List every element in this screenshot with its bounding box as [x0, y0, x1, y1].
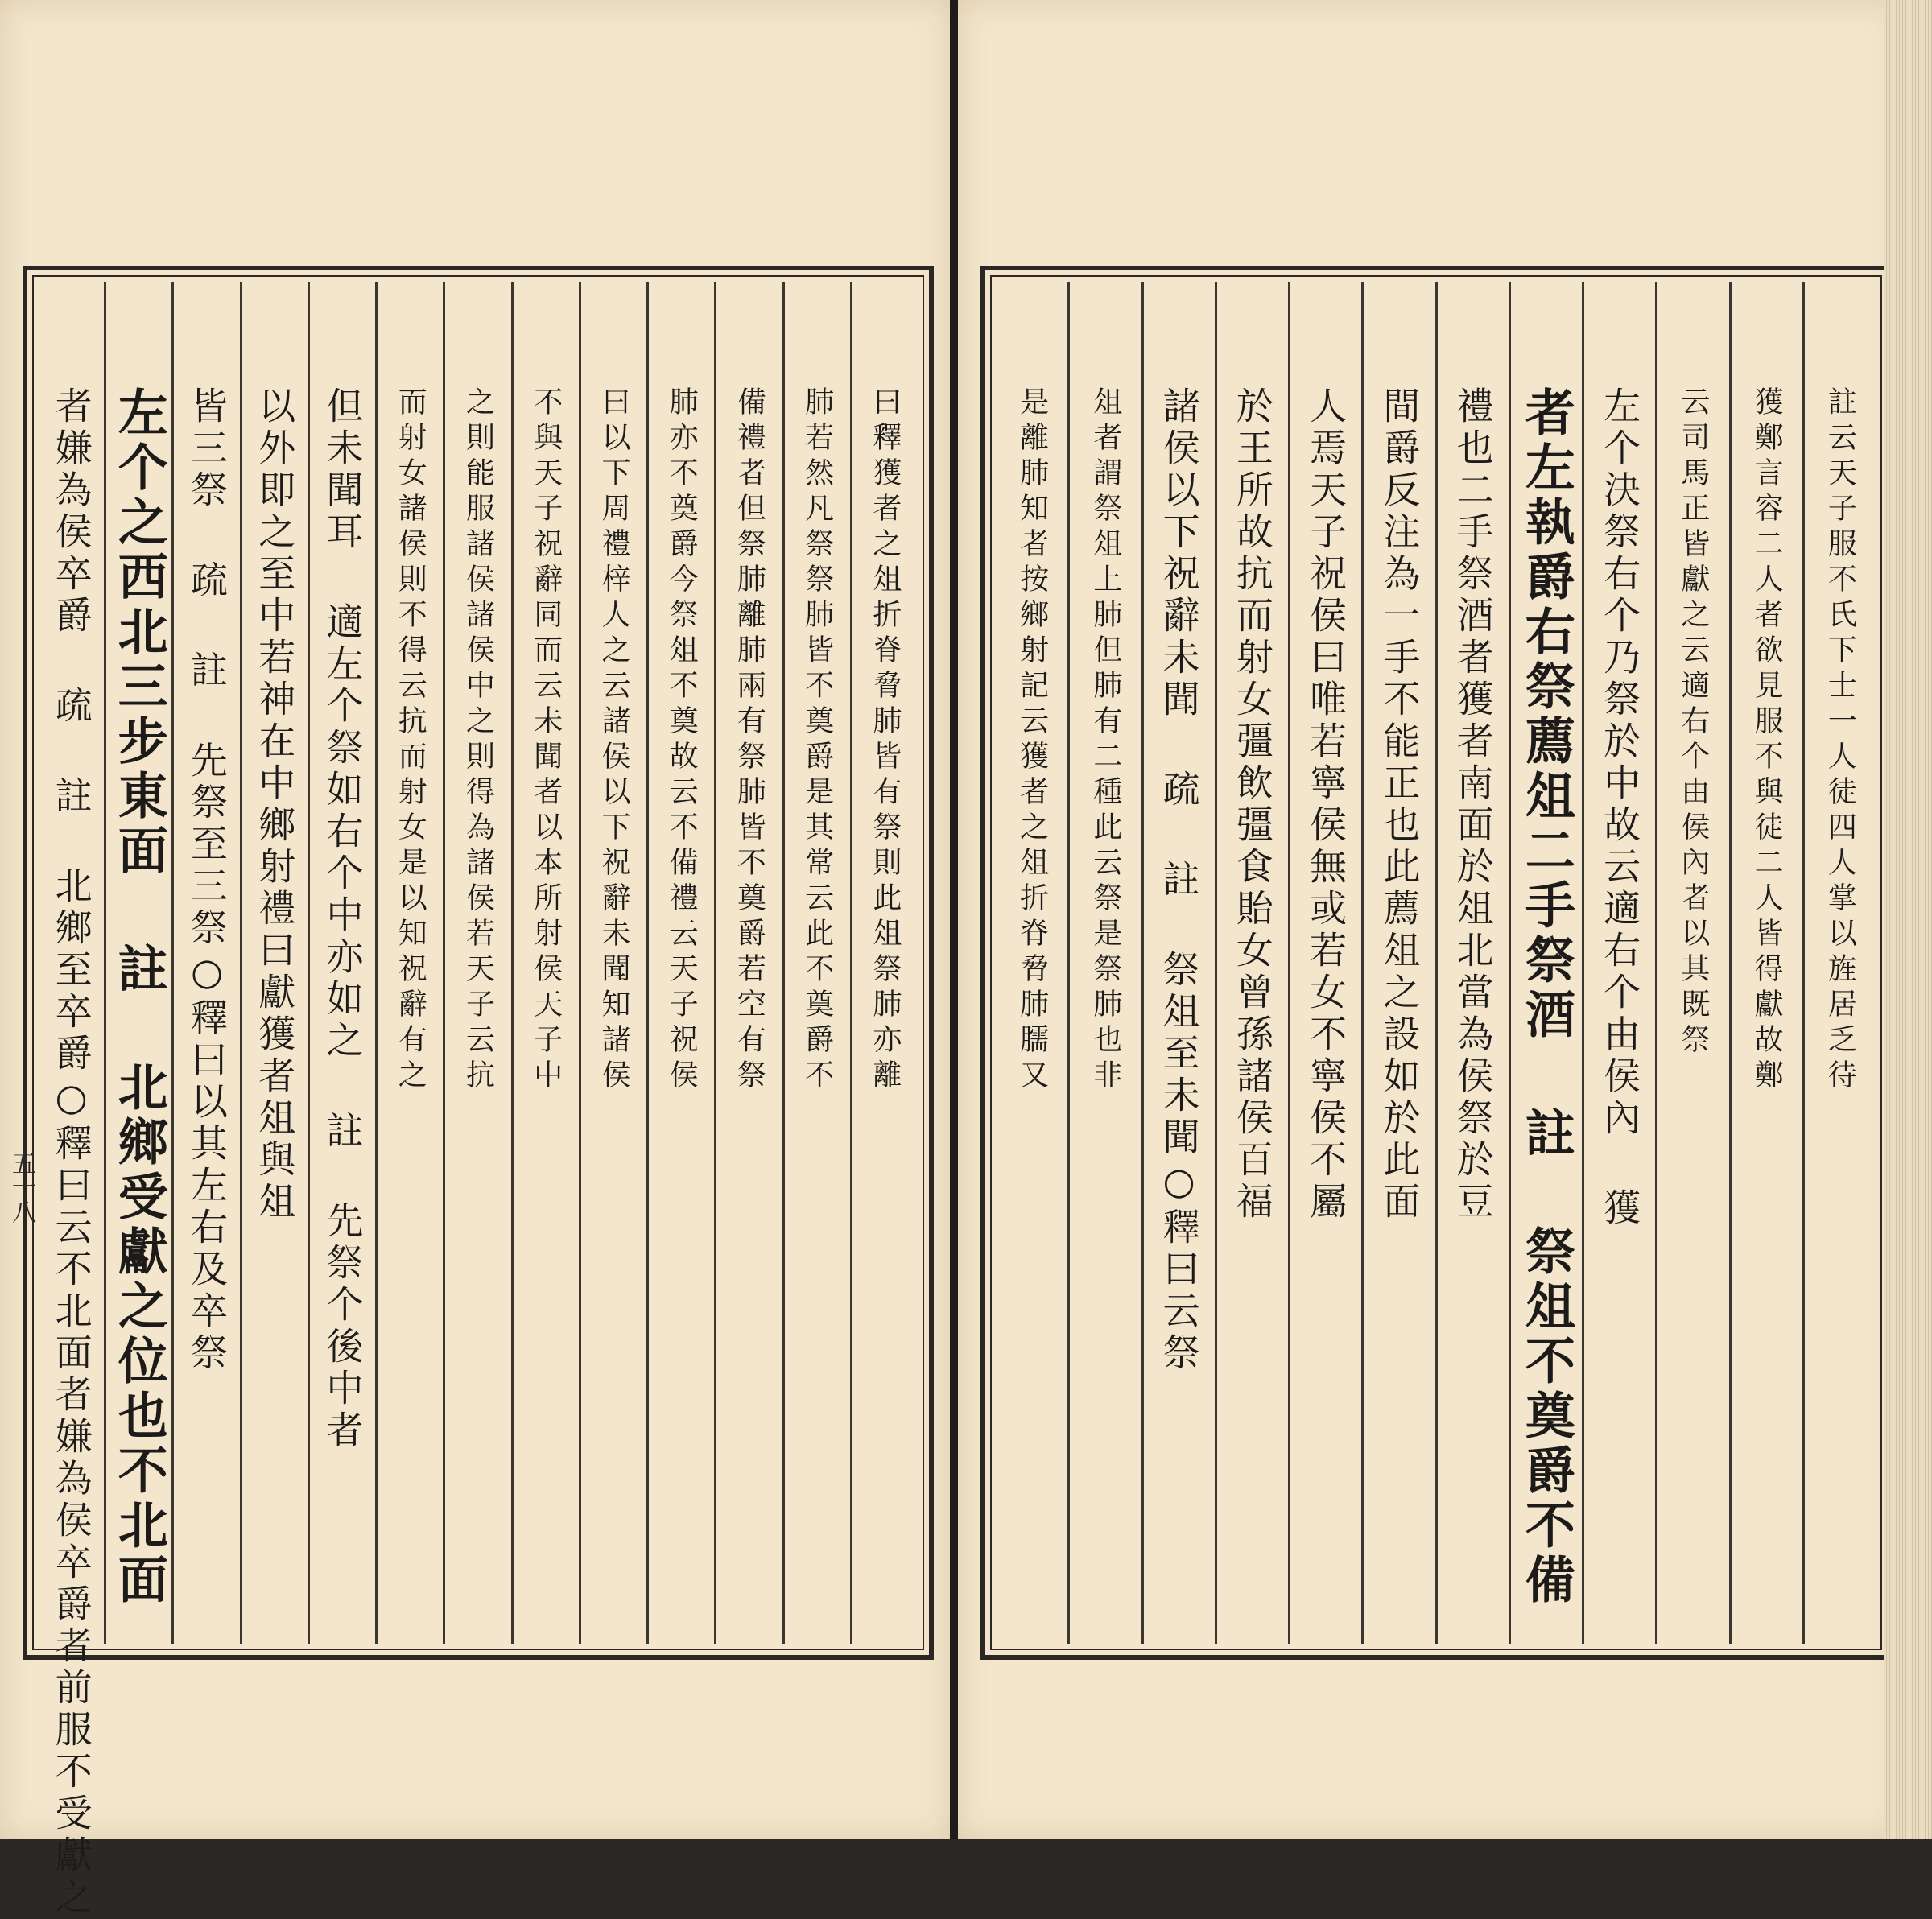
right-column: [1729, 282, 1802, 1644]
left-column: [308, 282, 375, 1644]
left-column: [646, 282, 714, 1644]
right-column: [1141, 282, 1215, 1644]
left-column-text: 之則能服諸侯諸侯中之則得為諸侯若天子云抗: [461, 386, 495, 1095]
left-column: [511, 282, 579, 1644]
right-column-text: 云司馬正皆獻之云適右个由侯內者以其既祭: [1676, 386, 1710, 1059]
right-column: [1509, 282, 1582, 1644]
left-column: [579, 282, 646, 1644]
right-column-text: 俎者謂祭俎上肺但肺有二種此云祭是祭肺也非: [1088, 386, 1122, 1095]
left-column: [443, 282, 510, 1644]
right-column-text: 註云天子服不氏下士一人徒四人掌以旌居乏待: [1823, 386, 1857, 1095]
left-column-text: 肺若然凡祭祭肺皆不奠爵是其常云此不奠爵不: [800, 386, 834, 1095]
right-column: [1802, 282, 1876, 1644]
left-column-text: 備禮者但祭肺離肺兩有祭肺皆不奠爵若空有祭: [733, 386, 766, 1095]
right-column-text: 左个決祭右个乃祭於中故云適右个由侯內 獲: [1598, 386, 1642, 1230]
left-column-text: 而射女諸侯則不得云抗而射女是以知祝辭有之: [394, 386, 427, 1095]
left-column: [375, 282, 443, 1644]
right-page: [958, 0, 1900, 1839]
left-column-text: 肺亦不奠爵今祭俎不奠故云不備禮云天子祝侯: [665, 386, 699, 1095]
right-column: [1067, 282, 1141, 1644]
book-gutter: [950, 0, 958, 1839]
left-column: [240, 282, 308, 1644]
right-column: [1361, 282, 1435, 1644]
right-page-columns: [997, 282, 1876, 1644]
left-page: [0, 0, 950, 1919]
left-page-columns: [39, 282, 918, 1919]
right-column-text: 諸侯以下祝辭未聞 疏 註 祭俎至未聞○釋曰云祭: [1157, 386, 1201, 1375]
left-column: [104, 282, 171, 1644]
left-column: [39, 282, 104, 1919]
right-column-text: 者左執爵右祭薦俎二手祭酒 註 祭俎不奠爵不備: [1517, 386, 1576, 1608]
right-column: [1582, 282, 1655, 1644]
right-column: [1435, 282, 1509, 1644]
right-column-text: 獲鄭言容二人者欲見服不與徒二人皆得獻故鄭: [1750, 386, 1784, 1095]
left-column-text: 曰釋獲者之俎折脊脅肺皆有祭則此俎祭肺亦離: [868, 386, 902, 1095]
left-column-text: 左个之西北三步東面 註 北鄉受獻之位也不北面: [109, 386, 169, 1608]
right-column: [1215, 282, 1288, 1644]
right-column-text: 是離肺知者按鄉射記云獲者之俎折脊脅肺臑又: [1015, 386, 1049, 1095]
right-column: [997, 282, 1067, 1644]
right-column-text: 禮也二手祭酒者獲者南面於俎北當為侯祭於豆: [1451, 386, 1495, 1224]
left-column: [171, 282, 239, 1644]
left-column-text: 不與天子祝辭同而云未聞者以本所射侯天子中: [529, 386, 563, 1095]
left-page-folio: 五十八: [7, 1151, 35, 1224]
right-column-text: 人焉天子祝侯曰唯若寧侯無或若女不寧侯不屬: [1304, 386, 1348, 1224]
left-column-text: 皆三祭 疏 註 先祭至三祭○釋曰以其左右及卒祭: [185, 386, 229, 1375]
left-page-frame: [23, 266, 934, 1919]
left-column: [850, 282, 918, 1644]
left-column: [782, 282, 850, 1644]
left-column-text: 曰以下周禮梓人之云諸侯以下祝辭未聞知諸侯: [597, 386, 630, 1095]
right-page-frame: [980, 266, 1892, 1660]
right-column: [1288, 282, 1361, 1644]
left-column-text: 者嫌為侯卒爵 疏 註 北鄉至卒爵○釋曰云不北面者嫌為侯卒爵者前服不受獻之: [49, 386, 93, 1919]
left-column-text: 但未聞耳 適左个祭如右个中亦如之 註 先祭个後中者: [320, 386, 365, 1452]
left-column: [714, 282, 782, 1644]
right-column-text: 間爵反注為一手不能正也此薦俎之設如於此面: [1377, 386, 1422, 1224]
right-column-text: 於王所故抗而射女彊飲彊食貽女曾孫諸侯百福: [1230, 386, 1274, 1224]
fore-edge: [1884, 0, 1932, 1839]
right-column: [1655, 282, 1728, 1644]
left-column-text: 以外即之至中若神在中鄉射禮曰獻獲者俎與俎: [253, 386, 297, 1224]
